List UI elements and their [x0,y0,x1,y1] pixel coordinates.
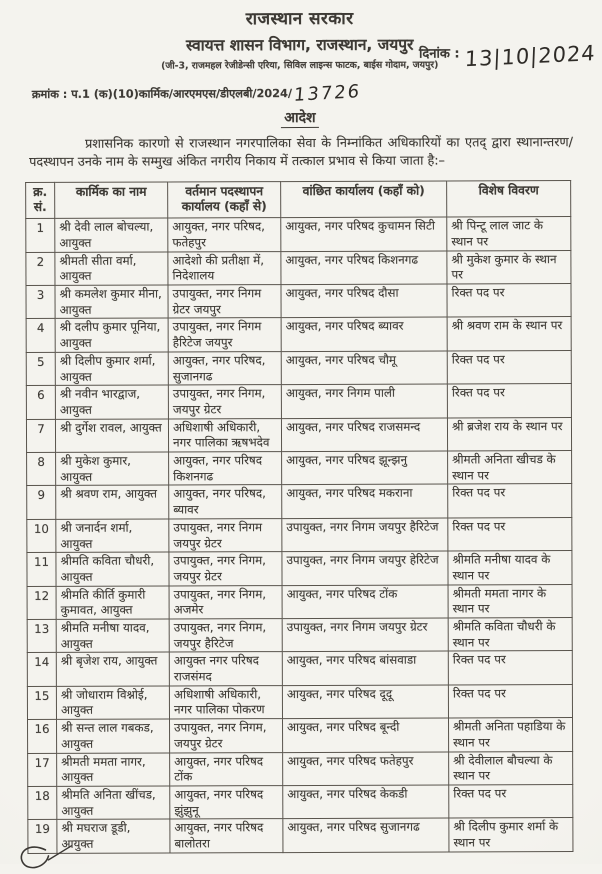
table-row [27,484,572,519]
cell-name: श्री श्रवण राम, आयुक्त [56,485,169,519]
cell-serial: 13 [27,619,56,652]
cell-desired-office: आयुक्त, नगर परिषद दौसा [281,284,447,318]
reference-line [32,82,601,105]
cell-remarks: श्रीमती अनिता खीचड के स्थान पर [448,451,572,485]
cell-name: श्री सन्त लाल गबकड, आयुक्त [57,719,170,753]
cell-remarks: रिक्त पद पर [447,384,571,418]
table-row [28,751,573,786]
table-row [27,684,572,719]
table-body [26,217,573,853]
page-title: राजस्थान सरकार [245,8,354,30]
cell-desired-office: उपायुक्त, नगर निगम जयपुर हेरिटेज [282,551,448,585]
cell-serial: 10 [27,519,56,552]
cell-desired-office: उपायुक्त, नगर निगम जयपुर ग्रेटर [282,618,448,652]
cell-name: श्रीमति कविता चौधरी, आयुक्त [56,552,169,586]
cell-remarks: रिक्त पद पर [449,785,573,819]
cell-serial: 5 [26,352,55,385]
cell-serial: 6 [26,386,55,419]
cell-current-office: उपायुक्त, नगर निगम ग्रेटर जयपुर [168,285,281,319]
cell-serial: 9 [27,486,56,519]
cell-desired-office: आयुक्त, नगर परिषद कुचामन सिटी [281,217,447,251]
cell-remarks: श्री पिन्टू लाल जाट के स्थान पर [447,217,571,251]
cell-current-office: आयुक्त, नगर परिषद झुंझुनू [170,786,283,820]
cell-serial: 14 [27,653,56,686]
cell-remarks: श्री देवीलाल बौचल्या के स्थान पर [449,751,573,785]
table-header [26,180,571,219]
cell-name: श्री बृजेश राय, आयुक्त [56,652,169,686]
cell-remarks: श्री दिलीप कुमार शर्मा के स्थान पर [449,818,573,852]
cell-serial: 1 [26,219,55,252]
cell-desired-office: आयुक्त, नगर परिषद राजसमन्द [281,418,447,452]
cell-serial: 15 [27,686,56,719]
cell-serial: 11 [27,553,56,586]
cell-current-office: उपायुक्त, नगर निगम, जयपुर ग्रेटर [170,719,283,753]
cell-current-office: आदेशो की प्रतीक्षा में, निदेशालय [168,251,281,285]
address-line: (जी-3, राजमहल रेजीडेन्सी एरिया, सिविल लाइन्स फाटक, बाईस गोदाम, जयपुर) [161,59,439,72]
cell-name: श्री मुकेश कुमार, आयुक्त [56,452,169,486]
cell-serial: 8 [27,452,56,485]
cell-desired-office: आयुक्त, नगर परिषद बांसवाडा [282,651,448,685]
cell-current-office: आयुक्त नगर परिषद राजसंमद [169,652,282,686]
column-header-serial: क्र. सं. [26,182,55,219]
cell-desired-office: आयुक्त, नगर परिषद बून्दी [283,718,449,752]
cell-remarks: श्री मुकेश कुमार के स्थान पर [447,250,571,284]
cell-desired-office: उपायुक्त, नगर निगम जयपुर हैरिटेज [282,518,448,552]
cell-current-office: आयुक्त, नगर परिषद किशनगढ [169,452,282,486]
cell-serial: 7 [26,419,55,452]
cell-current-office: अधिशाषी अधिकारी, नगर पालिका पोकरण [169,685,282,719]
column-header-remarks: विशेष विवरण [447,180,571,217]
column-header-desired-office: वांछित कार्यालय (कहाँ को) [281,181,447,218]
cell-current-office: आयुक्त, नगर परिषद बालोतरा [170,819,283,853]
cell-desired-office: आयुक्त, नगर परिषद किशनगढ [281,251,447,285]
cell-name: श्री मघराज डूडी, आयुक्त [57,819,170,853]
table-row [27,517,572,552]
column-header-current-office: वर्तमान पदस्थापन कार्यालय (कहाँ से) [168,181,281,218]
cell-desired-office: आयुक्त, नगर परिषद मकराना [282,484,448,518]
cell-desired-office: आयुक्त, नगर परिषद केकडी [283,785,449,819]
cell-desired-office: आयुक्त, नगर परिषद दूदू [282,685,448,719]
cell-serial: 12 [27,586,56,619]
cell-remarks: रिक्त पद पर [448,484,572,518]
order-heading-wrap [0,106,601,128]
cell-name: श्रीमती ममता नागर, आयुक्त [57,753,170,787]
date-label: दिनांक : [418,46,460,62]
intro-paragraph: प्रशासनिक कारणो से राजस्थान नगरपालिका सेवा के निम्नांकित अधिकारियों का एतद् द्वारा स्थानान्तरण/पदस्थापन उनके नाम के सम्मुख अंकित नगरीय निकाय में तत्काल प्रभाव से किया जाता है:– [29,135,574,171]
cell-remarks: रिक्त पद पर [448,517,572,551]
cell-desired-office: आयुक्त, नगर निगम पाली [281,384,447,418]
cell-remarks: श्री श्रवण राम के स्थान पर [447,317,571,351]
table-row [27,451,572,486]
cell-current-office: आयुक्त, नगर परिषद, ब्यावर [169,485,282,519]
cell-remarks: श्री ब्रजेश राय के स्थान पर [447,417,571,451]
column-header-name: कार्मिक का नाम [55,182,168,219]
cell-name: श्रीमति मनीषा यादव, आयुक्त [56,619,169,653]
cell-remarks: रिक्त पद पर [447,350,571,384]
cell-current-office: उपायुक्त, नगर निगम, जयपुर ग्रेटर [169,552,282,586]
cell-desired-office: आयुक्त, नगर परिषद ब्यावर [281,317,447,351]
cell-serial: 3 [26,285,55,318]
cell-remarks: रिक्त पद पर [448,651,572,685]
cell-name: श्री जोधाराम विश्नोई, आयुक्त [56,686,169,720]
table-row [26,217,571,252]
cell-name: श्री देवी लाल बोचल्या, आयुक्त [55,218,168,252]
cell-serial: 16 [28,720,57,753]
cell-current-office: उपायुक्त, नगर निगम जयपुर ग्रेटर [169,518,282,552]
cell-serial: 17 [28,753,57,786]
cell-desired-office: आयुक्त, नगर परिषद सुजानगढ [283,818,449,852]
table-row [27,618,572,653]
department-line: स्वायत्त शासन विभाग, राजस्थान, जयपुर [185,35,414,55]
cell-serial: 19 [28,820,57,853]
cell-serial: 2 [26,252,55,285]
table-row [28,818,573,853]
cell-name: श्रीमती सीता वर्मा, आयुक्त [55,252,168,286]
cell-desired-office: आयुक्त, नगर परिषद झून्झनु [282,451,448,485]
cell-name: श्री दिलीप कुमार शर्मा, आयुक्त [55,352,168,386]
cell-name: श्रीमति कीर्ति कुमारी कुमावत, आयुक्त [56,586,169,620]
cell-current-office: अधिशाषी अधिकारी, नगर पालिका ऋषभदेव [168,418,281,452]
cell-serial: 18 [28,786,57,819]
cell-name: श्री जनार्दन शर्मा, आयुक्त [56,519,169,553]
cell-remarks: श्रीमती ममता नागर के स्थान पर [448,584,572,618]
table-row [26,284,571,319]
table-row [27,551,572,586]
cell-current-office: आयुक्त, नगर परिषद टोंक [170,752,283,786]
table-row [26,317,571,352]
table-row [26,417,571,452]
table-row [26,384,571,419]
cell-current-office: उपायुक्त, नगर निगम, जयपुर ग्रेटर [168,385,281,419]
cell-remarks: श्रीमती अनिता पहाडिया के स्थान पर [448,718,572,752]
transfer-order-table [25,180,573,854]
reference-number-prefix: क्रमांक : प.1 (क)(10)कार्मिक/आरएमएस/डीएलबी/2024/ [31,87,293,101]
cell-desired-office: आयुक्त, नगर परिषद चौमू [281,351,447,385]
cell-remarks: रिक्त पद पर [447,284,571,318]
table-row [27,584,572,619]
cell-serial: 4 [26,319,55,352]
handwritten-reference-number: 13726 [293,80,363,106]
cell-current-office: उपायुक्त, नगर निगम, जयपुर हैरिटेज [169,619,282,653]
cell-remarks: श्रीमति कविता चौधरी के स्थान पर [448,618,572,652]
table-row [27,651,572,686]
cell-name: श्री कमलेश कुमार मीना, आयुक्त [55,285,168,319]
cell-name: श्री दुर्गेश रावल, आयुक्त [55,419,168,453]
cell-remarks: श्रीमति मनीषा यादव के स्थान पर [448,551,572,585]
cell-desired-office: आयुक्त, नगर परिषद टोंक [282,585,448,619]
table-row [26,250,571,285]
cell-name: श्री नवीन भारद्वाज, आयुक्त [55,385,168,419]
cell-name: श्रीमति अनिता खींचड, आयुक्त [57,786,170,820]
cell-remarks: रिक्त पद पर [448,684,572,718]
table-row [28,718,573,753]
table-row [26,350,571,385]
cell-name: श्री दलीप कुमार पूनिया, आयुक्त [55,318,168,352]
handwritten-date-value: 13|10|2024 [464,41,597,72]
cell-current-office: उपायुक्त, नगर निगम, अजमेर [169,585,282,619]
signature-scribble-icon [15,844,85,874]
table-row [28,785,573,820]
order-heading: आदेश [281,110,318,128]
cell-desired-office: आयुक्त, नगर परिषद फतेहपुर [283,752,449,786]
date-block [418,41,597,72]
cell-current-office: आयुक्त, नगर परिषद, फतेहपुर [168,218,281,252]
cell-current-office: आयुक्त, नगर परिषद, सुजानगढ [168,351,281,385]
cell-current-office: उपायुक्त, नगर निगम हैरिटेज जयपुर [168,318,281,352]
